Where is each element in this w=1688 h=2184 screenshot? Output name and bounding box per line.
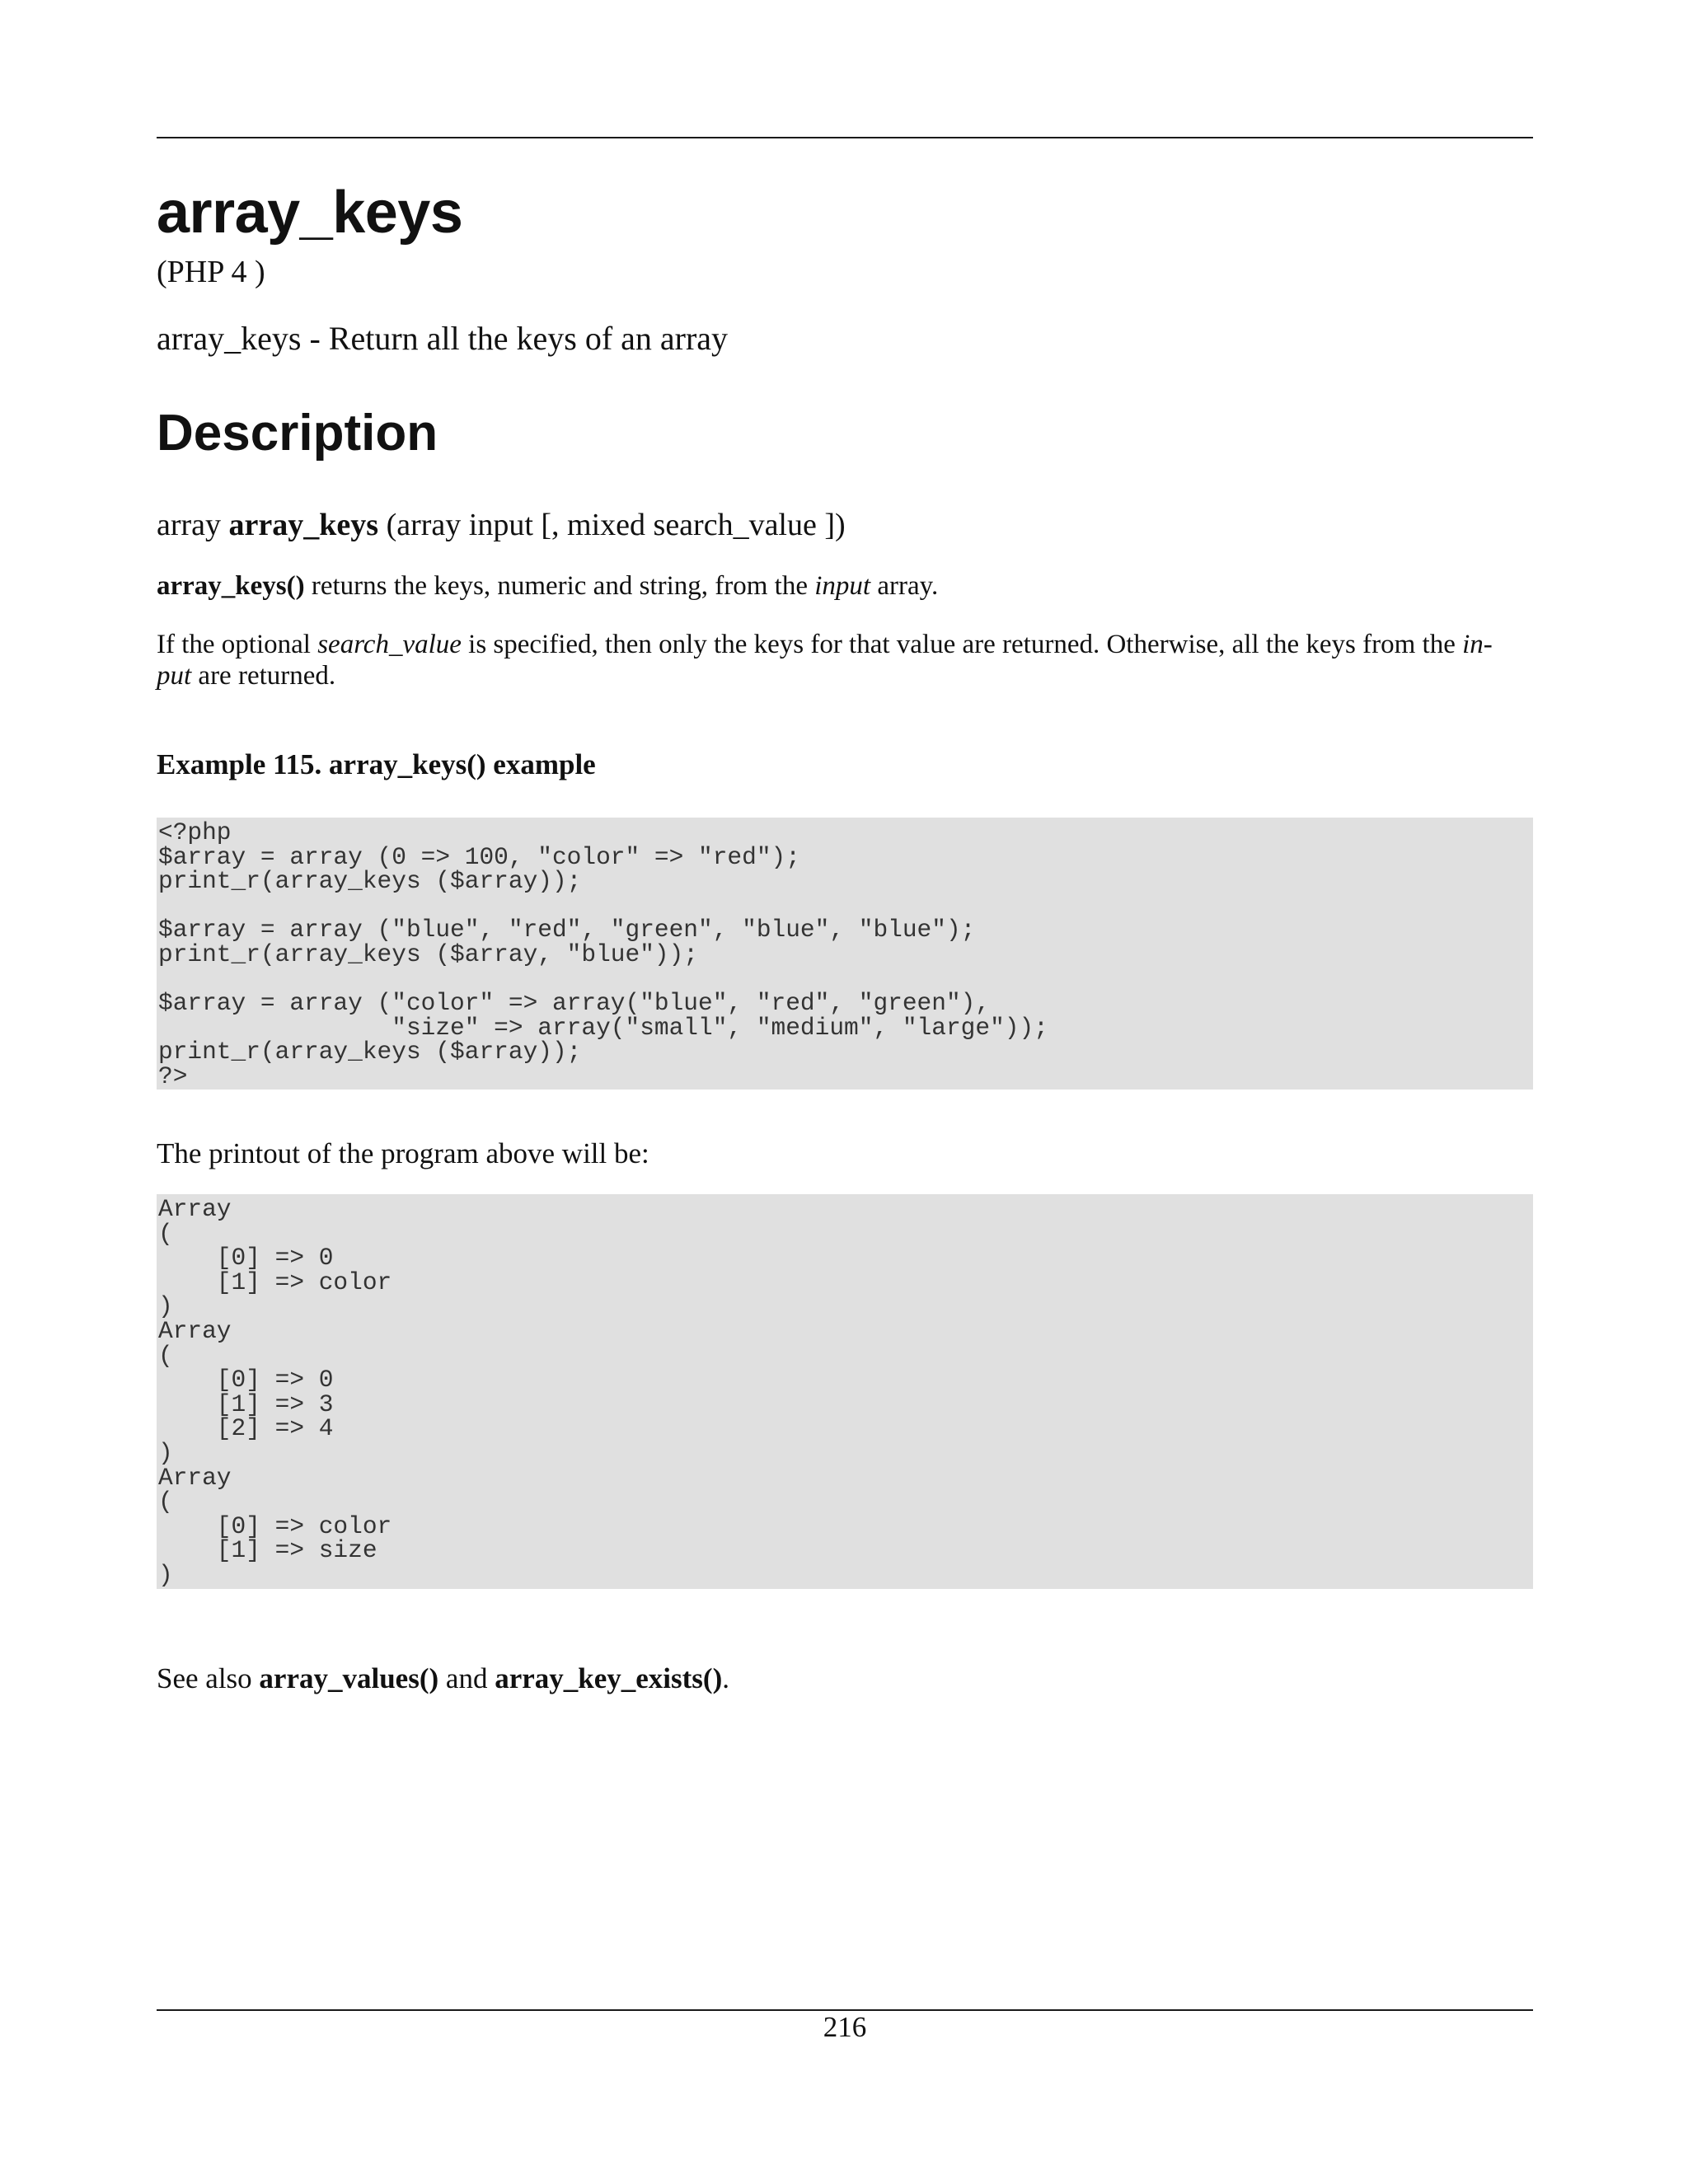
paragraph-text: is specified, then only the keys for that value are returned. Otherwise, all the keys from the <box>461 630 1463 659</box>
printout-label: The printout of the program above will be: <box>157 1137 649 1169</box>
paragraph-text: array. <box>870 571 939 601</box>
paragraph-text: See also <box>157 1662 260 1694</box>
paragraph-text: and <box>438 1662 495 1694</box>
see-also-link-array-values[interactable]: array_values() <box>259 1662 439 1694</box>
parameter-reference: input <box>814 571 871 601</box>
paragraph-text: are returned. <box>191 661 336 691</box>
parameter-reference: in- <box>1462 630 1493 659</box>
function-purpose: array_keys - Return all the keys of an array <box>157 320 729 357</box>
function-synopsis <box>157 509 846 543</box>
program-code: <?php $array = array (0 => 100, "color" => "red"); print_r(array_keys ($array)); $array = array ("blue", "red", "green", "blue", "blue"); print_r(array_keys ($array, "blue")); $array = array ("color" => array("blue", "red", "green"), "size" => array("small", "medium", "large")); print_r(array_keys ($array)); ?> <box>158 818 1048 1090</box>
see-also-paragraph <box>157 1663 1533 1694</box>
page-title: array_keys <box>157 180 463 246</box>
program-code-block <box>157 818 1533 1090</box>
synopsis-params: (array input [, mixed search_value ]) <box>386 508 846 542</box>
function-reference: array_keys() <box>157 571 305 601</box>
page-number: 216 <box>823 2011 867 2043</box>
version-note: (PHP 4 ) <box>157 255 265 289</box>
output-code: Array ( [0] => 0 [1] => color ) Array ( [0] => 0 [1] => 3 [2] => 4 ) Array ( [0] => color [1] => size ) <box>158 1195 392 1589</box>
example-title: Example 115. array_keys() example <box>157 748 596 780</box>
parameter-reference: put <box>157 661 192 691</box>
document-page <box>157 0 1533 2184</box>
synopsis-return-type: array <box>157 508 222 542</box>
paragraph-text: If the optional <box>157 630 318 659</box>
section-heading-description: Description <box>157 405 438 462</box>
search-value-paragraph <box>157 629 1533 691</box>
output-code-block <box>157 1194 1533 1589</box>
parameter-reference: search_value <box>317 630 462 659</box>
description-paragraph <box>157 570 1533 602</box>
header-rule <box>157 137 1533 138</box>
paragraph-text: returns the keys, numeric and string, from the <box>304 571 815 601</box>
synopsis-function-name: array_keys <box>228 508 379 542</box>
see-also-link-array-key-exists[interactable]: array_key_exists() <box>495 1662 723 1694</box>
paragraph-text: . <box>722 1662 729 1694</box>
